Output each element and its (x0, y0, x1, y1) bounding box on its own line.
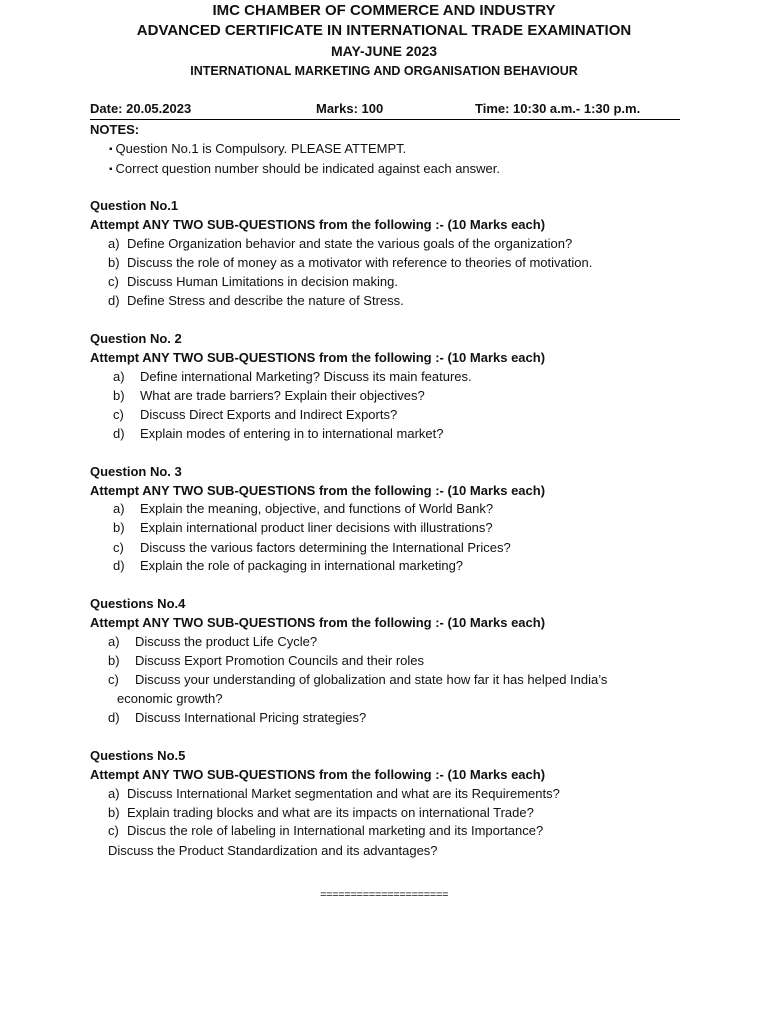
sub-question-continuation: economic growth? (117, 691, 223, 706)
sub-question (108, 653, 424, 669)
sub-question-label: b) (113, 388, 125, 403)
sub-question-text: Explain international product liner decisions with illustrations? (140, 520, 493, 535)
sub-question (113, 501, 493, 517)
question-title: Questions No.4 (90, 596, 186, 611)
exam-title: ADVANCED CERTIFICATE IN INTERNATIONAL TRADE EXAMINATION (136, 22, 632, 39)
exam-time: Time: 10:30 a.m.- 1:30 p.m. (475, 101, 641, 116)
sub-question-label: d) (113, 558, 125, 573)
question-title: Questions No.5 (90, 748, 186, 763)
session-title: MAY-JUNE 2023 (330, 43, 438, 59)
sub-question-text: Discuss the role of money as a motivator with reference to theories of motivation. (127, 255, 593, 270)
sub-question (108, 255, 592, 271)
sub-question-text: Define Stress and describe the nature of Stress. (127, 293, 404, 308)
sub-question (108, 672, 677, 688)
sub-question (113, 558, 463, 574)
question-instruction: Attempt ANY TWO SUB-QUESTIONS from the following :- (10 Marks each) (90, 350, 546, 365)
exam-meta-row (90, 101, 680, 120)
sub-question (113, 520, 493, 536)
sub-question-label: a) (113, 501, 125, 516)
sub-question-text: Discuss your understanding of globalization and state how far it has helped India’s (135, 672, 608, 687)
sub-question-label: c) (113, 407, 124, 422)
note-item: ▪ Question No.1 is Compulsory. PLEASE ATTEMPT. (109, 141, 406, 159)
sub-question (113, 426, 444, 442)
sub-question-label: d) (108, 710, 120, 725)
notes-title: NOTES: (90, 122, 140, 137)
exam-date: Date: 20.05.2023 (90, 101, 192, 116)
question-instruction: Attempt ANY TWO SUB-QUESTIONS from the following :- (10 Marks each) (90, 217, 546, 232)
sub-question-text: Discuss the product Life Cycle? (135, 634, 318, 649)
sub-question-unlabeled: Discuss the Product Standardization and its advantages? (108, 843, 438, 858)
question-instruction: Attempt ANY TWO SUB-QUESTIONS from the following :- (10 Marks each) (90, 767, 546, 782)
sub-question-text: Explain the meaning, objective, and functions of World Bank? (140, 501, 494, 516)
sub-question-label: a) (113, 369, 125, 384)
sub-question (108, 634, 317, 650)
sub-question (113, 388, 425, 404)
sub-question-text: Discuss Export Promotion Councils and their roles (135, 653, 425, 668)
org-title: IMC CHAMBER OF COMMERCE AND INDUSTRY (212, 2, 556, 19)
sub-question (108, 710, 366, 726)
sub-question-label: d) (113, 426, 125, 441)
question-instruction: Attempt ANY TWO SUB-QUESTIONS from the following :- (10 Marks each) (90, 483, 546, 498)
sub-question (108, 786, 560, 802)
sub-question-text: Explain modes of entering in to international market? (140, 426, 444, 441)
sub-question-label: b) (108, 255, 120, 270)
sub-question (108, 293, 404, 309)
sub-question-text: Define international Marketing? Discuss its main features. (140, 369, 472, 384)
sub-question (113, 369, 472, 385)
sub-question-text: Discuss International Market segmentation and what are its Requirements? (127, 786, 560, 801)
sub-question-text: Discus the role of labeling in International marketing and its Importance? (127, 823, 544, 838)
question-title: Question No.1 (90, 198, 179, 213)
sub-question (113, 540, 511, 556)
sub-question-text: Explain the role of packaging in international marketing? (140, 558, 464, 573)
sub-question-text: Discuss the various factors determining the International Prices? (140, 540, 511, 555)
sub-question-text: Discuss Human Limitations in decision making. (127, 274, 398, 289)
sub-question-label: c) (108, 823, 119, 838)
sub-question-label: b) (108, 653, 120, 668)
sub-question-text: Discuss International Pricing strategies? (135, 710, 367, 725)
sub-question-label: d) (108, 293, 120, 308)
sub-question-text: What are trade barriers? Explain their objectives? (140, 388, 425, 403)
sub-question (108, 236, 572, 252)
sub-question-text: Define Organization behavior and state the various goals of the organization? (127, 236, 573, 251)
note-item: ▪ Correct question number should be indicated against each answer. (109, 161, 500, 179)
sub-question-text: Explain trading blocks and what are its impacts on international Trade? (127, 805, 534, 820)
sub-question-label: b) (113, 520, 125, 535)
sub-question-label: a) (108, 786, 120, 801)
sub-question-label: c) (108, 274, 119, 289)
sub-question-label: a) (108, 236, 120, 251)
sub-question-text: Discuss Direct Exports and Indirect Exports? (140, 407, 398, 422)
sub-question-label: a) (108, 634, 120, 649)
sub-question-label: b) (108, 805, 120, 820)
sub-question (108, 823, 543, 839)
sub-question (108, 805, 534, 821)
sub-question (113, 407, 397, 423)
question-instruction: Attempt ANY TWO SUB-QUESTIONS from the following :- (10 Marks each) (90, 615, 546, 630)
sub-question-label: c) (108, 672, 119, 687)
subject-title: INTERNATIONAL MARKETING AND ORGANISATION BEHAVIOUR (190, 64, 578, 78)
exam-marks: Marks: 100 (316, 101, 384, 116)
sub-question-label: c) (113, 540, 124, 555)
question-title: Question No. 3 (90, 464, 182, 479)
sub-question (108, 274, 398, 290)
end-separator: ===================== (319, 890, 449, 902)
question-title: Question No. 2 (90, 331, 182, 346)
